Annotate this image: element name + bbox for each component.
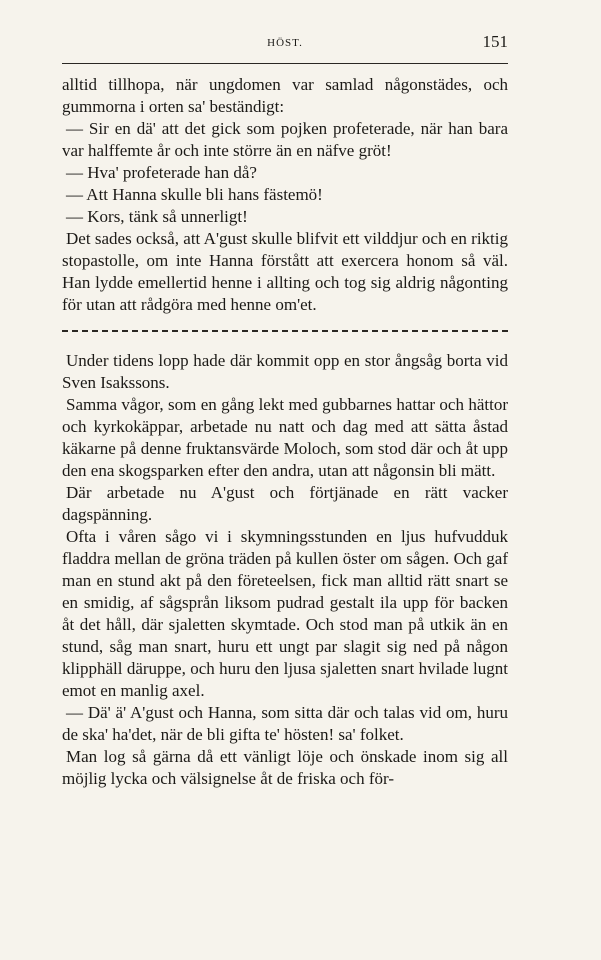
paragraph: alltid tillhopa, när ungdomen var samlad någonstädes, och gummorna i orten sa' beständigt: [62,75,508,116]
paragraph: — Att Hanna skulle bli hans fästemö! [66,185,323,204]
paragraph: Under tidens lopp hade där kommit opp en stor ångsåg borta vid Sven Isakssons. [62,351,508,392]
paragraph: — Kors, tänk så unnerligt! [66,207,248,226]
paragraph: Man log så gärna då ett vänligt löje och önskade inom sig all möjlig lycka och välsignelse åt de friska och för- [62,747,508,788]
page-header [62,32,508,61]
paragraph: — Hva' profeterade han då? [66,163,257,182]
paragraph: — Dä' ä' A'gust och Hanna, som sitta där och talas vid om, huru de ska' ha'det, när de bli gifta te' hösten! sa' folket. [62,703,508,744]
running-head: HÖST. [267,37,303,49]
paragraph: Det sades också, att A'gust skulle blifvit ett vilddjur och en riktig stopastolle, om inte Hanna förstått att exercera honom så väl. Han lydde emellertid henne i allting och tog sig aldrig någonting för utan att rådgöra med henne om'et. [62,229,508,314]
section-separator [62,330,508,338]
paragraph: Ofta i våren sågo vi i skymningsstunden en ljus hufvudduk fladdra mellan de gröna träden på kullen öster om sågen. Och gaf man en stund akt på den företeelsen, fick man alltid rätt snart se en smidig, af sågsprån liksom pudrad gestalt ila upp för backen åt det håll, där sjaletten skymtade. Och stod man på utkik än en stund, såg man snart, huru ett ungt par slagit sig ned på någon klipphäll däruppe, och huru den ljusa sjaletten snart hvilade lugnt emot en manlig axel. [62,527,508,700]
header-rule [62,63,508,64]
body-text [62,74,508,790]
page-number: 151 [482,32,508,51]
paragraph: Där arbetade nu A'gust och förtjänade en rätt vacker dagspänning. [62,483,508,524]
paragraph: Samma vågor, som en gång lekt med gubbarnes hattar och hättor och kyrkokäppar, arbetade nu natt och dag med att sätta åstad käkarne på denne fruktansvärde Moloch, som stod där och åt upp den ena skogsparken efter den andra, utan att någonsin bli mätt. [62,395,508,480]
paragraph: — Sir en dä' att det gick som pojken profeterade, när han bara var halffemte år och inte större än en näfve gröt! [62,119,508,160]
